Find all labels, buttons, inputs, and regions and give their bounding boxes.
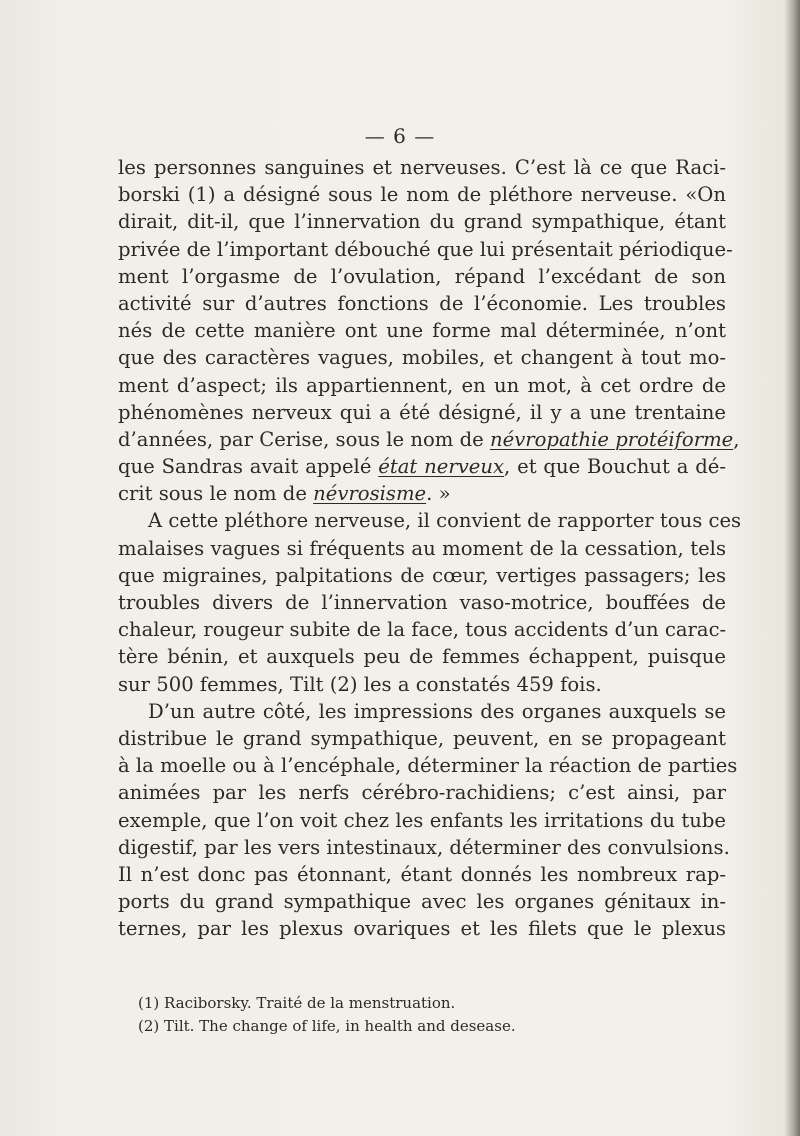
text-line [118,399,726,426]
text-line [118,290,726,317]
text-run: activité sur d’autres fonctions de l’économie. Les troubles [118,291,726,315]
text-line [118,861,726,888]
text-line [118,589,726,616]
text-line [118,426,740,453]
text-run: chaleur, rougeur subite de la face, tous accidents d’un carac- [118,618,727,642]
text-line [118,562,726,589]
text-line [118,616,726,643]
text-run: , et que Bouchut a dé- [504,455,727,479]
text-run: digestif, par les vers intestinaux, déterminer des convulsions. [118,835,730,859]
text-run: . » [426,482,451,506]
text-run: crit sous le nom de [118,482,314,506]
text-line [118,834,730,861]
text-run: D’un autre côté, les impressions des organes auxquels se [148,699,726,723]
text-run: , [733,427,740,451]
footnote-2: (2) Tilt. The change of life, in health and desease. [138,1017,516,1035]
body-text [118,154,742,942]
text-run: ports du grand sympathique avec les organes génitaux in- [118,890,726,914]
text-line [118,263,726,290]
text-run: dirait, dit-il, que l’innervation du grand sympathique, étant [118,210,726,234]
text-run: tère bénin, et auxquels peu de femmes échappent, puisque [118,645,726,669]
text-line [118,779,726,806]
italic-term: névropathie protéiforme [489,427,734,451]
text-line [118,372,726,399]
text-line [118,888,726,915]
text-line [118,752,738,779]
text-line [118,236,733,263]
text-line [118,725,726,752]
text-run: que des caractères vagues, mobiles, et changent à tout mo- [118,346,726,370]
text-line [118,344,726,371]
text-line [118,181,726,208]
text-run: Il n’est donc pas étonnant, étant donnés les nombreux rap- [118,862,726,886]
text-run: ment d’aspect; ils appartiennent, en un mot, à cet ordre de [118,373,726,397]
text-run: privée de l’important débouché que lui présentait périodique- [118,237,733,261]
text-run: animées par les nerfs cérébro-rachidiens; c’est ainsi, par [118,781,726,805]
text-run: ment l’orgasme de l’ovulation, répand l’excédant de son [118,264,726,288]
text-run: d’années, par Cerise, sous le nom de [118,427,490,451]
text-run: phénomènes nerveux qui a été désigné, il y a une trentaine [118,400,726,424]
italic-term: névrosisme [313,482,427,506]
text-line [118,208,726,235]
text-line [118,535,726,562]
text-run: exemple, que l’on voit chez les enfants les irritations du tube [118,808,726,832]
text-run: que migraines, palpitations de cœur, vertiges passagers; les [118,563,726,587]
text-line [118,915,726,942]
page-number: — 6 — [364,124,436,148]
text-run: troubles divers de l’innervation vaso-motrice, bouffées de [118,591,726,614]
text-line [118,154,726,181]
text-run: nés de cette manière ont une forme mal déterminée, n’ont [118,319,726,343]
text-line [118,453,726,480]
text-run: sur 500 femmes, Tilt (2) les a constatés 459 fois. [118,672,602,696]
text-run: à la moelle ou à l’encéphale, déterminer la réaction de parties [118,754,738,778]
text-line [118,671,726,698]
text-run: distribue le grand sympathique, peuvent, en se propageant [118,726,726,750]
text-run: les personnes sanguines et nerveuses. C’est là ce que Raci- [118,156,726,179]
text-line [118,643,726,670]
italic-term: état nerveux [378,455,505,479]
text-run: A cette pléthore nerveuse, il convient de rapporter tous ces [148,509,742,533]
text-run: que Sandras avait appelé [118,455,379,479]
text-line [118,507,742,534]
footnotes [138,992,698,1038]
text-run: malaises vagues si fréquents au moment de la cessation, tels [118,536,726,560]
page-spine-shadow [784,0,800,1136]
footnote-1: (1) Raciborsky. Traité de la menstruation. [138,994,456,1012]
text-line [118,698,726,725]
text-line [118,317,726,344]
text-run: borski (1) a désigné sous le nom de pléthore nerveuse. «On [118,183,726,207]
text-line [118,480,726,507]
text-run: ternes, par les plexus ovariques et les filets que le plexus [118,917,726,941]
text-line [118,807,726,834]
